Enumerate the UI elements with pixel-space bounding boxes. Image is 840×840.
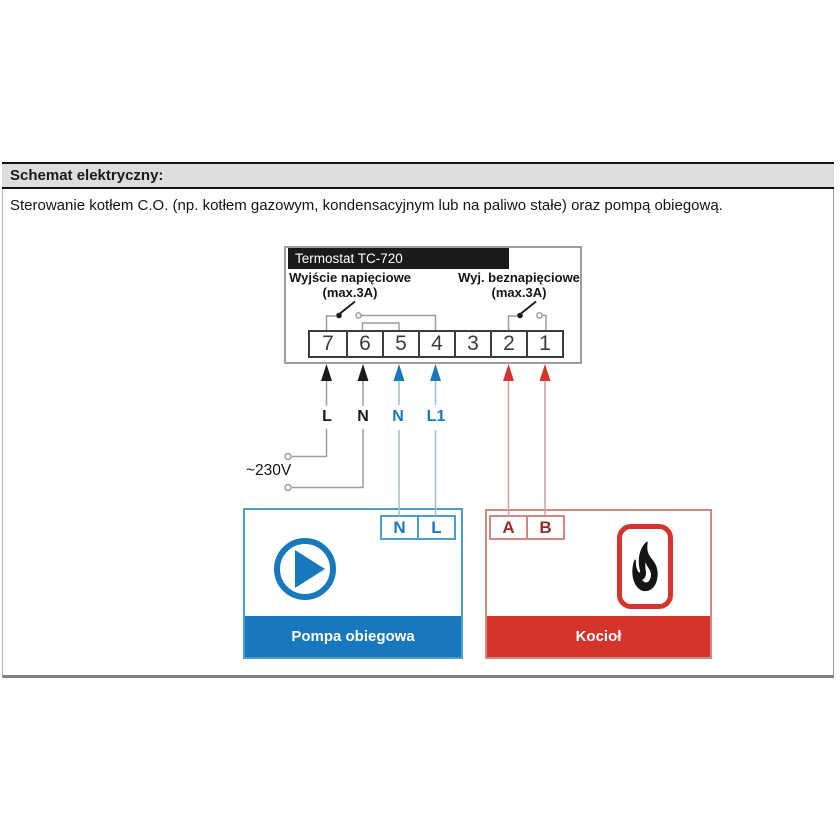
- terminal-strip: [308, 330, 564, 358]
- pump-icon: [272, 536, 338, 602]
- thermostat-title-bar: [288, 248, 509, 269]
- boiler-terminal-a: A: [489, 515, 528, 540]
- voltage-output-max: (max.3A): [322, 284, 378, 300]
- boiler-caption: Kocioł: [575, 628, 622, 645]
- mains-voltage-label: ~230V: [246, 462, 292, 479]
- boiler-box: [485, 509, 712, 659]
- wire-label-pump-n: N: [392, 408, 404, 425]
- boiler-caption-bar: [487, 616, 710, 657]
- section-title: Schemat elektryczny:: [10, 167, 164, 184]
- pump-terminal-l: L: [417, 515, 456, 540]
- terminal-2: 2: [490, 332, 526, 356]
- dry-contact-label: [455, 271, 583, 300]
- dry-contact-max: (max.3A): [491, 284, 547, 300]
- pump-caption-bar: [245, 616, 461, 657]
- voltage-output-label: [289, 271, 411, 300]
- pump-terminal-n: N: [380, 515, 419, 540]
- boiler-terminals: [489, 515, 565, 540]
- terminal-3: 3: [454, 332, 490, 356]
- thermostat-name: Termostat TC-720: [295, 251, 403, 266]
- voltage-output-text: Wyjście napięciowe: [289, 270, 411, 285]
- wire-label-n: N: [357, 408, 369, 425]
- terminal-1: 1: [526, 332, 562, 356]
- flame-icon: [617, 524, 673, 609]
- pump-caption: Pompa obiegowa: [291, 628, 415, 645]
- dry-contact-text: Wyj. beznapięciowe: [458, 270, 580, 285]
- wire-label-pump-l1: L1: [426, 408, 446, 425]
- section-title-bar: [2, 162, 834, 189]
- pump-terminals: [380, 515, 456, 540]
- wire-label-l: L: [322, 408, 332, 425]
- pump-icon-svg: [272, 536, 338, 602]
- boiler-terminal-b: B: [526, 515, 565, 540]
- terminal-4: 4: [418, 332, 454, 356]
- terminal-6: 6: [346, 332, 382, 356]
- pump-box: [243, 508, 463, 659]
- flame-icon-svg: [626, 538, 664, 596]
- diagram-description: Sterowanie kotłem C.O. (np. kotłem gazowym, kondensacyjnym lub na paliwo stałe) oraz pompą obiegową.: [10, 197, 723, 214]
- terminal-7: 7: [322, 332, 334, 355]
- terminal-5: 5: [382, 332, 418, 356]
